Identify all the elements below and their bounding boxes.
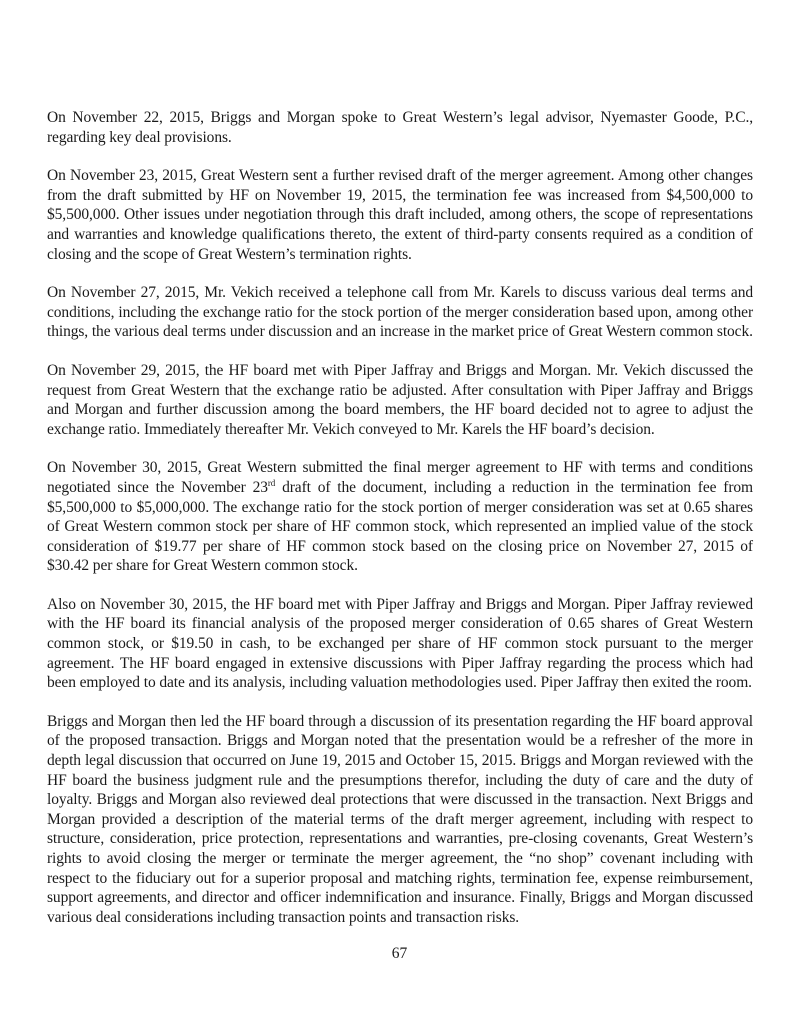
paragraph-nov-29: On November 29, 2015, the HF board met with Piper Jaffray and Briggs and Morgan. Mr. Vekich discussed the request from Great Western that the exchange ratio be adjusted. After consultation with Piper Jaffray and Briggs and Morgan and further discussion among the board members, the HF board decided not to agree to adjust the exchange ratio. Immediately thereafter Mr. Vekich conveyed to Mr. Karels the HF board’s decision. (47, 361, 753, 438)
paragraph-nov-23: On November 23, 2015, Great Western sent a further revised draft of the merger agreement. Among other changes from the draft submitted by HF on November 19, 2015, the termination fee was increased from $4,500,000 to $5,500,000. Other issues under negotiation through this draft included, among others, the scope of representations and warranties and knowledge qualifications thereto, the extent of third-party consents required as a condition of closing and the scope of Great Western’s termination rights. (47, 167, 753, 263)
document-body (47, 108, 753, 946)
paragraph-briggs-presentation: Briggs and Morgan then led the HF board through a discussion of its presentation regarding the HF board approval of the proposed transaction. Briggs and Morgan noted that the presentation would be a refresher of the more in depth legal discussion that occurred on June 19, 2015 and October 15, 2015. Briggs and Morgan reviewed with the HF board the business judgment rule and the presumptions therefor, including the duty of care and the duty of loyalty. Briggs and Morgan also reviewed deal protections that were discussed in the transaction. Next Briggs and Morgan provided a description of the material terms of the draft merger agreement, including with respect to structure, consideration, price protection, representations and warranties, pre-closing covenants, Great Western’s rights to avoid closing the merger or terminate the merger agreement, the “no shop” covenant including with respect to the fiduciary out for a superior proposal and matching rights, termination fee, expense reimbursement, support agreements, and director and officer indemnification and insurance. Finally, Briggs and Morgan discussed various deal considerations including transaction points and transaction risks. (47, 712, 753, 926)
page-number: 67 (391, 945, 408, 962)
paragraph-nov-30-final-agreement (47, 458, 753, 576)
paragraph-nov-30-board-meeting: Also on November 30, 2015, the HF board met with Piper Jaffray and Briggs and Morgan. Piper Jaffray reviewed with the HF board its financial analysis of the proposed merger consideration of 0.65 shares of Great Western common stock, or $19.50 in cash, to be exchanged per share of HF common stock pursuant to the merger agreement. The HF board engaged in extensive discussions with Piper Jaffray regarding the process which had been employed to date and its analysis, including valuation methodologies used. Piper Jaffray then exited the room. (47, 595, 753, 692)
ordinal-superscript: rd (267, 477, 276, 488)
paragraph-nov-30-text-start: On November 30, 2015, Great Western submitted the final merger agreement to HF with terms and conditions negotiated since the November 23 (47, 459, 753, 496)
paragraph-nov-30-text-end: draft of the document, including a reduction in the termination fee from $5,500,000 to $5,000,000. The exchange ratio for the stock portion of merger consideration was set at 0.65 shares of Great Western common stock per share of HF common stock, which represented an implied value of the stock consideration of $19.77 per share of HF common stock based on the closing price on November 27, 2015 of $30.42 per share for Great Western common stock. (47, 478, 753, 575)
paragraph-nov-27: On November 27, 2015, Mr. Vekich received a telephone call from Mr. Karels to discuss various deal terms and conditions, including the exchange ratio for the stock portion of the merger consideration based upon, among other things, the various deal terms under discussion and an increase in the market price of Great Western common stock. (47, 284, 753, 341)
paragraph-nov-22: On November 22, 2015, Briggs and Morgan spoke to Great Western’s legal advisor, Nyemaster Goode, P.C., regarding key deal provisions. (47, 109, 753, 146)
